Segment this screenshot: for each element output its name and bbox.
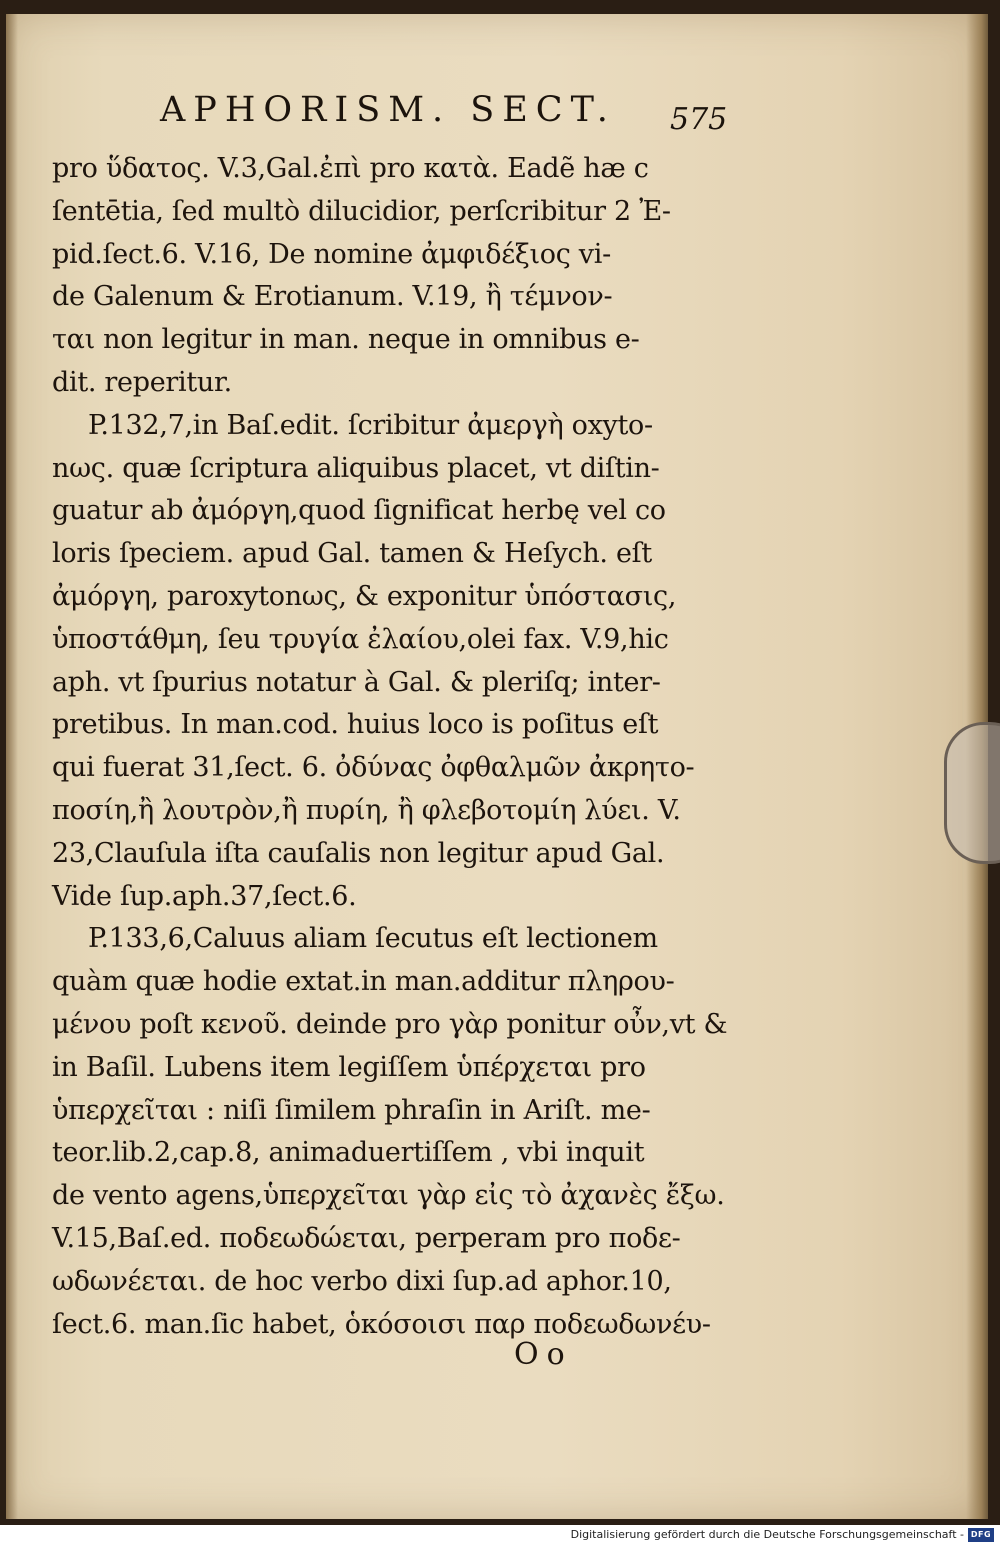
funding-credit: Digitalisierung gefördert durch die Deutsche Forschungsgemeinschaft - [570, 1528, 964, 1541]
text-line: ſect.6. man.ſic habet, ὁκόσοισι παρ ποδεωδωνέυ- [52, 1308, 711, 1340]
text-line: loris ſpeciem. apud Gal. tamen & Heſych. eſt [52, 538, 652, 570]
text-line: Vide ſup.aph.37,ſect.6. [52, 880, 357, 912]
text-line: V.15,Baſ.ed. ποδεωδώεται, perperam pro ποδε- [52, 1222, 681, 1254]
text-line: guatur ab ἀμόργη,quod ſignificat herbę vel co [52, 495, 666, 527]
text-line: nως. quæ ſcriptura aliquibus placet, vt diſtin- [52, 452, 660, 484]
text-line: aph. vt ſpurius notatur à Gal. & pleriſq; inter- [52, 666, 661, 698]
footer-bar [0, 1525, 1000, 1547]
page-gutter-shadow [6, 14, 18, 1519]
text-line: μένου poſt κενοῦ. deinde pro γὰρ ponitur οὖν,vt & [52, 1008, 728, 1040]
text-line: pro ὕδατος. V.3,Gal.ἐπὶ pro κατὰ. Eadẽ hæ c [52, 153, 649, 184]
text-line: dit. reperitur. [52, 366, 232, 398]
text-line: ποσίη,ἢ λουτρὸν,ἢ πυρίη, ἢ φλεβοτομίη λύει. V. [52, 794, 681, 826]
text-line: pretibus. In man.cod. huius loco is poſitus eſt [52, 709, 659, 741]
paragraph-start-line: P.133,6,Caluus aliam ſecutus eſt lectionem [88, 923, 658, 955]
page-number: 575 [670, 102, 728, 137]
text-line: ἀμόργη, paroxytonως, & exponitur ὑπόστασις, [52, 580, 677, 612]
book-clasp [944, 722, 1000, 864]
text-line: teor.lib.2,cap.8, animaduertiſſem , vbi inquit [52, 1137, 645, 1169]
text-line: quàm quæ hodie extat.in man.additur πληρου- [52, 966, 675, 998]
dfg-logo-icon: DFG [968, 1528, 994, 1542]
text-line: ωδωνέεται. de hoc verbo dixi ſup.ad aphor.10, [52, 1265, 672, 1297]
text-line: pid.ſect.6. V.16, De nomine ἀμφιδέξιος vi- [52, 238, 611, 270]
page-header [160, 90, 760, 146]
text-line: ται non legitur in man. neque in omnibus e- [52, 324, 640, 356]
text-line: in Baſil. Lubens item legiſſem ὑπέρχεται pro [52, 1051, 646, 1083]
text-line: ὑπερχεῖται : niſi ſimilem phraſin in Ariſt. me- [52, 1094, 651, 1126]
text-line: de vento agens,ὑπερχεῖται γὰρ εἰς τὸ ἀχανὲς ἔξω. [52, 1180, 725, 1212]
signature-mark: Oo [514, 1337, 573, 1372]
text-line: ὑποστάθμη, ſeu τρυγία ἐλαίου,olei fax. V.9,hic [52, 623, 669, 655]
running-head: APHORISM. SECT. [160, 90, 616, 130]
body-text [52, 148, 752, 1346]
paragraph-start-line: P.132,7,in Baſ.edit. ſcribitur ἀμεργὴ oxyto- [88, 409, 653, 441]
text-line: de Galenum & Erotianum. V.19, ἢ τέμνον- [52, 281, 613, 313]
text-line: qui fuerat 31,ſect. 6. ὀδύνας ὀφθαλμῶν ἀκρητο- [52, 752, 695, 784]
text-line: ſentētia, ſed multò dilucidior, perſcribitur 2 Ἐ- [52, 195, 671, 227]
text-line: 23,Clauſula iſta cauſalis non legitur apud Gal. [52, 837, 665, 869]
